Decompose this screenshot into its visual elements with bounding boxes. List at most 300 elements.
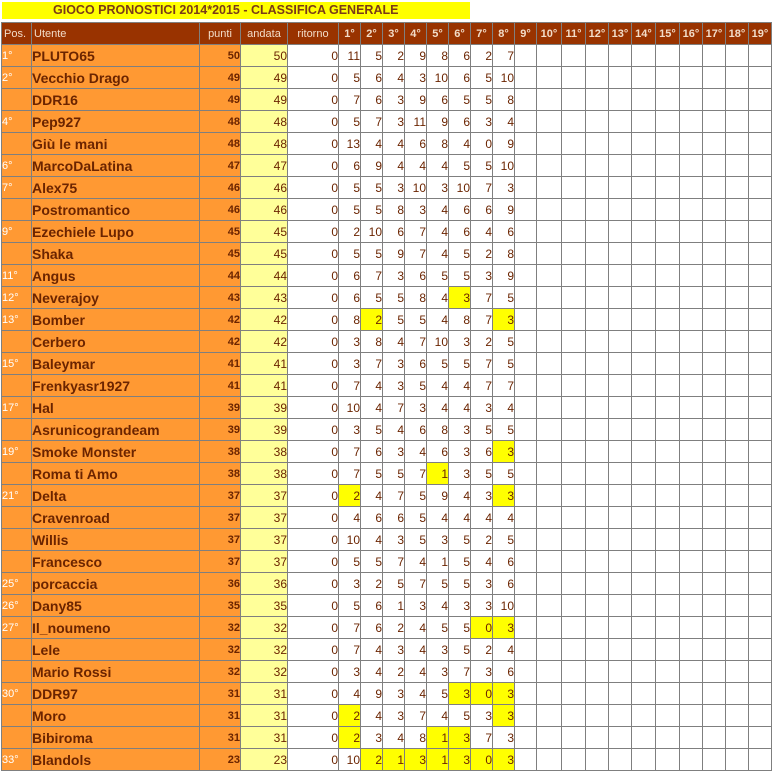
empty-matchday-cell	[632, 617, 656, 639]
matchday-score-cell: 5	[427, 573, 449, 595]
matchday-score-cell: 7	[471, 177, 493, 199]
empty-matchday-cell	[749, 617, 772, 639]
ritorno-cell: 0	[288, 727, 339, 749]
empty-matchday-cell	[586, 155, 609, 177]
header-giornata: 19°	[749, 23, 772, 45]
username-cell: Shaka	[32, 243, 200, 265]
empty-matchday-cell	[586, 749, 609, 771]
empty-matchday-cell	[586, 727, 609, 749]
empty-matchday-cell	[749, 573, 772, 595]
empty-matchday-cell	[656, 683, 680, 705]
matchday-score-cell: 10	[427, 331, 449, 353]
empty-matchday-cell	[703, 45, 726, 67]
empty-matchday-cell	[586, 309, 609, 331]
empty-matchday-cell	[562, 89, 586, 111]
matchday-score-cell: 3	[405, 397, 427, 419]
username-cell: Postromantico	[32, 199, 200, 221]
empty-matchday-cell	[515, 177, 537, 199]
andata-cell: 31	[241, 683, 288, 705]
points-cell: 31	[200, 705, 241, 727]
empty-matchday-cell	[656, 551, 680, 573]
matchday-score-cell: 5	[405, 309, 427, 331]
matchday-score-cell: 6	[405, 419, 427, 441]
matchday-score-cell: 4	[427, 375, 449, 397]
matchday-score-cell: 0	[471, 617, 493, 639]
empty-matchday-cell	[609, 595, 632, 617]
andata-cell: 36	[241, 573, 288, 595]
matchday-score-cell: 3	[361, 727, 383, 749]
empty-matchday-cell	[632, 155, 656, 177]
empty-matchday-cell	[515, 331, 537, 353]
matchday-score-cell: 1	[427, 749, 449, 771]
empty-matchday-cell	[749, 89, 772, 111]
matchday-score-cell: 4	[405, 617, 427, 639]
empty-matchday-cell	[515, 111, 537, 133]
position-cell: 2°	[2, 67, 32, 89]
points-cell: 32	[200, 661, 241, 683]
empty-matchday-cell	[562, 727, 586, 749]
matchday-score-cell: 3	[383, 89, 405, 111]
matchday-score-cell: 5	[471, 89, 493, 111]
empty-matchday-cell	[515, 419, 537, 441]
username-cell: Lele	[32, 639, 200, 661]
empty-matchday-cell	[680, 221, 703, 243]
empty-matchday-cell	[537, 749, 562, 771]
matchday-score-cell: 9	[493, 133, 515, 155]
username-cell: Vecchio Drago	[32, 67, 200, 89]
table-row	[2, 551, 772, 573]
empty-matchday-cell	[562, 353, 586, 375]
empty-matchday-cell	[726, 375, 749, 397]
empty-matchday-cell	[632, 221, 656, 243]
table-row	[2, 441, 772, 463]
header-giornata: 15°	[656, 23, 680, 45]
empty-matchday-cell	[609, 199, 632, 221]
matchday-score-cell: 6	[449, 199, 471, 221]
table-row	[2, 265, 772, 287]
matchday-score-cell: 3	[339, 353, 361, 375]
andata-cell: 37	[241, 485, 288, 507]
matchday-score-cell: 3	[493, 177, 515, 199]
empty-matchday-cell	[749, 353, 772, 375]
username-cell: DDR97	[32, 683, 200, 705]
points-cell: 39	[200, 397, 241, 419]
empty-matchday-cell	[703, 177, 726, 199]
andata-cell: 32	[241, 661, 288, 683]
empty-matchday-cell	[656, 705, 680, 727]
table-row	[2, 111, 772, 133]
matchday-score-cell: 5	[361, 287, 383, 309]
ritorno-cell: 0	[288, 507, 339, 529]
empty-matchday-cell	[726, 133, 749, 155]
empty-matchday-cell	[726, 749, 749, 771]
empty-matchday-cell	[680, 419, 703, 441]
empty-matchday-cell	[703, 67, 726, 89]
empty-matchday-cell	[632, 177, 656, 199]
matchday-score-cell: 10	[493, 595, 515, 617]
position-cell: 19°	[2, 441, 32, 463]
empty-matchday-cell	[749, 705, 772, 727]
matchday-score-cell: 8	[493, 89, 515, 111]
empty-matchday-cell	[586, 485, 609, 507]
matchday-score-cell: 10	[405, 177, 427, 199]
empty-matchday-cell	[537, 397, 562, 419]
points-cell: 38	[200, 463, 241, 485]
matchday-score-cell: 3	[471, 397, 493, 419]
matchday-score-cell: 7	[471, 375, 493, 397]
empty-matchday-cell	[586, 397, 609, 419]
position-cell	[2, 199, 32, 221]
empty-matchday-cell	[680, 111, 703, 133]
matchday-score-cell: 7	[471, 287, 493, 309]
matchday-score-cell: 4	[427, 155, 449, 177]
header-row	[2, 23, 772, 45]
empty-matchday-cell	[609, 485, 632, 507]
empty-matchday-cell	[515, 221, 537, 243]
matchday-score-cell: 4	[427, 507, 449, 529]
matchday-score-cell: 7	[405, 573, 427, 595]
points-cell: 42	[200, 331, 241, 353]
empty-matchday-cell	[632, 133, 656, 155]
username-cell: Willis	[32, 529, 200, 551]
empty-matchday-cell	[562, 199, 586, 221]
empty-matchday-cell	[726, 353, 749, 375]
empty-matchday-cell	[537, 111, 562, 133]
andata-cell: 35	[241, 595, 288, 617]
empty-matchday-cell	[537, 309, 562, 331]
header-giornata: 6°	[449, 23, 471, 45]
matchday-score-cell: 6	[339, 265, 361, 287]
andata-cell: 48	[241, 133, 288, 155]
points-cell: 41	[200, 375, 241, 397]
empty-matchday-cell	[680, 177, 703, 199]
matchday-score-cell: 3	[493, 441, 515, 463]
table-row	[2, 485, 772, 507]
matchday-score-cell: 7	[339, 89, 361, 111]
andata-cell: 37	[241, 507, 288, 529]
empty-matchday-cell	[703, 221, 726, 243]
matchday-score-cell: 5	[449, 155, 471, 177]
header-andata: andata	[241, 23, 288, 45]
empty-matchday-cell	[632, 265, 656, 287]
matchday-score-cell: 3	[471, 485, 493, 507]
matchday-score-cell: 3	[427, 529, 449, 551]
ritorno-cell: 0	[288, 45, 339, 67]
matchday-score-cell: 5	[361, 177, 383, 199]
matchday-score-cell: 4	[405, 551, 427, 573]
empty-matchday-cell	[703, 441, 726, 463]
username-cell: Angus	[32, 265, 200, 287]
empty-matchday-cell	[656, 529, 680, 551]
matchday-score-cell: 6	[471, 199, 493, 221]
empty-matchday-cell	[562, 67, 586, 89]
table-row	[2, 89, 772, 111]
empty-matchday-cell	[515, 639, 537, 661]
empty-matchday-cell	[656, 67, 680, 89]
matchday-score-cell: 5	[449, 89, 471, 111]
andata-cell: 41	[241, 353, 288, 375]
matchday-score-cell: 1	[383, 595, 405, 617]
empty-matchday-cell	[515, 243, 537, 265]
empty-matchday-cell	[562, 133, 586, 155]
matchday-score-cell: 7	[383, 397, 405, 419]
empty-matchday-cell	[656, 507, 680, 529]
username-cell: Moro	[32, 705, 200, 727]
matchday-score-cell: 4	[427, 397, 449, 419]
username-cell: Baleymar	[32, 353, 200, 375]
position-cell	[2, 661, 32, 683]
empty-matchday-cell	[726, 529, 749, 551]
empty-matchday-cell	[726, 331, 749, 353]
matchday-score-cell: 5	[339, 111, 361, 133]
matchday-score-cell: 9	[427, 111, 449, 133]
empty-matchday-cell	[586, 111, 609, 133]
andata-cell: 23	[241, 749, 288, 771]
matchday-score-cell: 5	[449, 551, 471, 573]
matchday-score-cell: 9	[405, 45, 427, 67]
position-cell: 6°	[2, 155, 32, 177]
empty-matchday-cell	[562, 749, 586, 771]
points-cell: 41	[200, 353, 241, 375]
empty-matchday-cell	[726, 199, 749, 221]
empty-matchday-cell	[680, 67, 703, 89]
table-row	[2, 397, 772, 419]
points-cell: 32	[200, 617, 241, 639]
andata-cell: 31	[241, 727, 288, 749]
empty-matchday-cell	[680, 397, 703, 419]
matchday-score-cell: 5	[361, 199, 383, 221]
empty-matchday-cell	[726, 573, 749, 595]
empty-matchday-cell	[515, 375, 537, 397]
empty-matchday-cell	[586, 683, 609, 705]
empty-matchday-cell	[749, 485, 772, 507]
username-cell: Smoke Monster	[32, 441, 200, 463]
empty-matchday-cell	[609, 67, 632, 89]
empty-matchday-cell	[726, 287, 749, 309]
matchday-score-cell: 2	[339, 485, 361, 507]
matchday-score-cell: 5	[427, 265, 449, 287]
matchday-score-cell: 5	[449, 573, 471, 595]
matchday-score-cell: 5	[449, 705, 471, 727]
table-row	[2, 155, 772, 177]
empty-matchday-cell	[632, 441, 656, 463]
table-row	[2, 243, 772, 265]
empty-matchday-cell	[586, 551, 609, 573]
empty-matchday-cell	[703, 419, 726, 441]
matchday-score-cell: 6	[493, 221, 515, 243]
empty-matchday-cell	[749, 243, 772, 265]
empty-matchday-cell	[586, 89, 609, 111]
matchday-score-cell: 10	[339, 749, 361, 771]
username-cell: MarcoDaLatina	[32, 155, 200, 177]
matchday-score-cell: 7	[383, 485, 405, 507]
andata-cell: 41	[241, 375, 288, 397]
matchday-score-cell: 6	[405, 353, 427, 375]
matchday-score-cell: 4	[383, 419, 405, 441]
matchday-score-cell: 4	[449, 375, 471, 397]
empty-matchday-cell	[656, 419, 680, 441]
empty-matchday-cell	[515, 551, 537, 573]
empty-matchday-cell	[680, 485, 703, 507]
empty-matchday-cell	[680, 529, 703, 551]
matchday-score-cell: 3	[383, 111, 405, 133]
matchday-score-cell: 4	[405, 441, 427, 463]
empty-matchday-cell	[562, 111, 586, 133]
ritorno-cell: 0	[288, 639, 339, 661]
username-cell: Cravenroad	[32, 507, 200, 529]
empty-matchday-cell	[632, 705, 656, 727]
matchday-score-cell: 4	[427, 287, 449, 309]
matchday-score-cell: 4	[427, 705, 449, 727]
empty-matchday-cell	[656, 221, 680, 243]
matchday-score-cell: 4	[383, 67, 405, 89]
empty-matchday-cell	[515, 89, 537, 111]
matchday-score-cell: 4	[383, 727, 405, 749]
matchday-score-cell: 2	[471, 45, 493, 67]
empty-matchday-cell	[680, 331, 703, 353]
matchday-score-cell: 3	[471, 573, 493, 595]
empty-matchday-cell	[586, 221, 609, 243]
empty-matchday-cell	[515, 353, 537, 375]
matchday-score-cell: 7	[471, 353, 493, 375]
matchday-score-cell: 10	[427, 67, 449, 89]
empty-matchday-cell	[749, 639, 772, 661]
empty-matchday-cell	[749, 45, 772, 67]
matchday-score-cell: 5	[383, 463, 405, 485]
empty-matchday-cell	[609, 617, 632, 639]
matchday-score-cell: 4	[361, 705, 383, 727]
username-cell: Asrunicograndeam	[32, 419, 200, 441]
empty-matchday-cell	[726, 485, 749, 507]
empty-matchday-cell	[726, 727, 749, 749]
empty-matchday-cell	[586, 375, 609, 397]
empty-matchday-cell	[749, 441, 772, 463]
matchday-score-cell: 3	[383, 265, 405, 287]
ritorno-cell: 0	[288, 243, 339, 265]
matchday-score-cell: 7	[339, 441, 361, 463]
empty-matchday-cell	[515, 749, 537, 771]
matchday-score-cell: 1	[427, 551, 449, 573]
empty-matchday-cell	[609, 243, 632, 265]
matchday-score-cell: 4	[383, 331, 405, 353]
empty-matchday-cell	[726, 67, 749, 89]
matchday-score-cell: 10	[493, 67, 515, 89]
points-cell: 37	[200, 485, 241, 507]
empty-matchday-cell	[586, 331, 609, 353]
matchday-score-cell: 4	[471, 221, 493, 243]
empty-matchday-cell	[632, 419, 656, 441]
empty-matchday-cell	[749, 309, 772, 331]
header-giornata: 10°	[537, 23, 562, 45]
table-row	[2, 331, 772, 353]
empty-matchday-cell	[562, 485, 586, 507]
header-giornata: 1°	[339, 23, 361, 45]
empty-matchday-cell	[703, 353, 726, 375]
matchday-score-cell: 3	[383, 177, 405, 199]
matchday-score-cell: 7	[405, 221, 427, 243]
points-cell: 43	[200, 287, 241, 309]
empty-matchday-cell	[749, 727, 772, 749]
empty-matchday-cell	[562, 265, 586, 287]
empty-matchday-cell	[749, 595, 772, 617]
matchday-score-cell: 7	[405, 243, 427, 265]
ritorno-cell: 0	[288, 551, 339, 573]
position-cell: 12°	[2, 287, 32, 309]
matchday-score-cell: 5	[427, 617, 449, 639]
empty-matchday-cell	[749, 375, 772, 397]
matchday-score-cell: 3	[493, 617, 515, 639]
matchday-score-cell: 2	[339, 727, 361, 749]
ritorno-cell: 0	[288, 331, 339, 353]
empty-matchday-cell	[656, 375, 680, 397]
empty-matchday-cell	[562, 705, 586, 727]
username-cell: DDR16	[32, 89, 200, 111]
matchday-score-cell: 4	[383, 133, 405, 155]
matchday-score-cell: 4	[405, 683, 427, 705]
matchday-score-cell: 7	[405, 331, 427, 353]
empty-matchday-cell	[726, 639, 749, 661]
empty-matchday-cell	[632, 353, 656, 375]
matchday-score-cell: 9	[427, 485, 449, 507]
position-cell: 7°	[2, 177, 32, 199]
position-cell	[2, 705, 32, 727]
empty-matchday-cell	[586, 617, 609, 639]
username-cell: Cerbero	[32, 331, 200, 353]
matchday-score-cell: 4	[471, 507, 493, 529]
points-cell: 44	[200, 265, 241, 287]
matchday-score-cell: 0	[471, 683, 493, 705]
empty-matchday-cell	[632, 243, 656, 265]
empty-matchday-cell	[562, 177, 586, 199]
matchday-score-cell: 2	[471, 639, 493, 661]
matchday-score-cell: 6	[427, 441, 449, 463]
points-cell: 45	[200, 221, 241, 243]
position-cell: 17°	[2, 397, 32, 419]
matchday-score-cell: 8	[449, 309, 471, 331]
empty-matchday-cell	[680, 463, 703, 485]
empty-matchday-cell	[749, 221, 772, 243]
empty-matchday-cell	[749, 155, 772, 177]
empty-matchday-cell	[703, 463, 726, 485]
standings-table	[1, 22, 772, 771]
empty-matchday-cell	[586, 507, 609, 529]
empty-matchday-cell	[562, 331, 586, 353]
matchday-score-cell: 3	[449, 595, 471, 617]
empty-matchday-cell	[680, 727, 703, 749]
matchday-score-cell: 7	[339, 617, 361, 639]
andata-cell: 38	[241, 441, 288, 463]
empty-matchday-cell	[749, 177, 772, 199]
empty-matchday-cell	[703, 89, 726, 111]
empty-matchday-cell	[609, 287, 632, 309]
empty-matchday-cell	[726, 111, 749, 133]
empty-matchday-cell	[537, 243, 562, 265]
empty-matchday-cell	[609, 573, 632, 595]
empty-matchday-cell	[680, 287, 703, 309]
empty-matchday-cell	[703, 265, 726, 287]
matchday-score-cell: 2	[471, 529, 493, 551]
ritorno-cell: 0	[288, 441, 339, 463]
matchday-score-cell: 4	[339, 507, 361, 529]
andata-cell: 39	[241, 419, 288, 441]
matchday-score-cell: 7	[471, 727, 493, 749]
points-cell: 39	[200, 419, 241, 441]
empty-matchday-cell	[515, 617, 537, 639]
matchday-score-cell: 3	[493, 749, 515, 771]
header-pos: Pos.	[2, 23, 32, 45]
empty-matchday-cell	[537, 639, 562, 661]
empty-matchday-cell	[749, 133, 772, 155]
